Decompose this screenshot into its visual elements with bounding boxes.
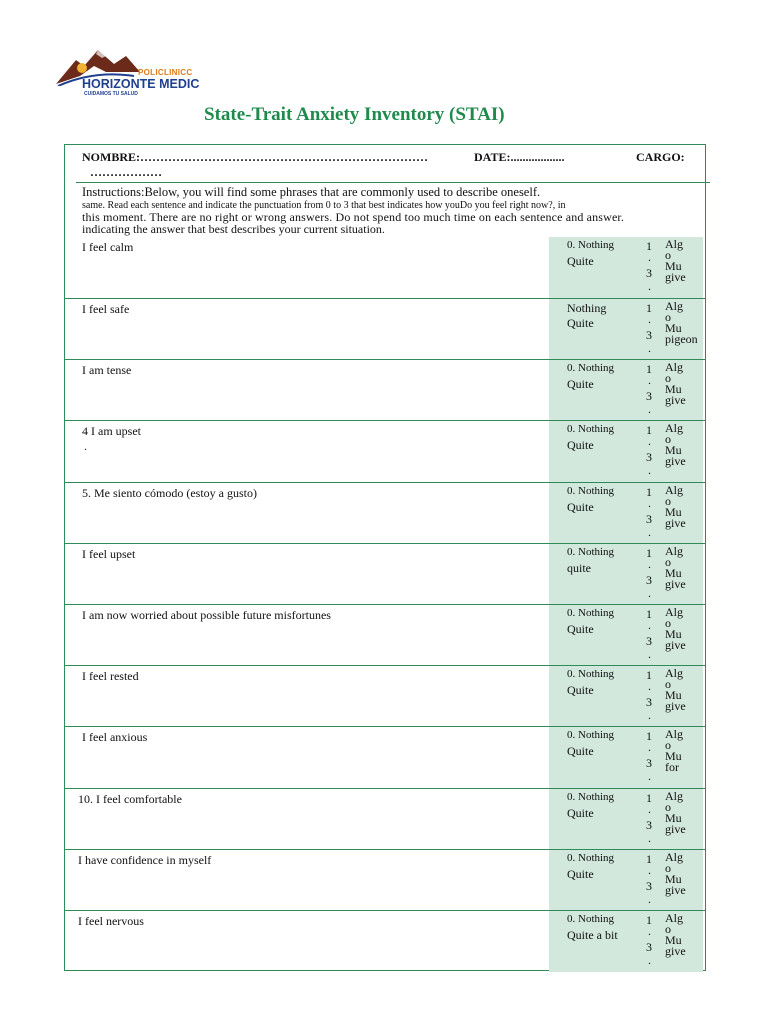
- option-a-lot[interactable]: Alg o Mu for: [665, 727, 683, 774]
- dot-mark: .: [648, 312, 651, 326]
- dot-mark: .: [648, 863, 651, 877]
- answer-scale[interactable]: [549, 483, 703, 544]
- dot-mark: .: [648, 586, 651, 600]
- answer-scale[interactable]: [549, 727, 703, 788]
- option-quite[interactable]: Quite: [567, 438, 594, 452]
- instructions-line-1: Instructions:Below, you will find some phrases that are commonly used to describe oneself.: [82, 185, 541, 199]
- instructions-line-3: this moment. There are no right or wrong answers. Do not spend too much time on each sentence and answer.: [82, 210, 625, 224]
- answer-scale[interactable]: [549, 789, 703, 850]
- option-nothing[interactable]: 0. Nothing: [567, 485, 615, 497]
- answer-scale[interactable]: [549, 421, 703, 482]
- item-text: I am tense: [82, 363, 132, 377]
- option-quite[interactable]: Quite: [567, 744, 594, 758]
- dot-mark: .: [648, 647, 651, 661]
- dot-mark: .: [648, 250, 651, 264]
- option-three[interactable]: 3: [646, 756, 652, 770]
- answer-scale[interactable]: [549, 299, 703, 360]
- option-a-lot[interactable]: Alg o Mu give: [665, 850, 686, 897]
- answer-scale[interactable]: [549, 605, 703, 666]
- option-one[interactable]: 1: [646, 791, 652, 805]
- list-item: [64, 604, 706, 666]
- option-a-lot[interactable]: Alg o Mu give: [665, 483, 686, 530]
- answer-scale[interactable]: [549, 911, 703, 972]
- dot-mark: .: [648, 924, 651, 938]
- dot-mark: .: [648, 463, 651, 477]
- stray-dot: .: [84, 439, 87, 453]
- option-one[interactable]: 1: [646, 729, 652, 743]
- item-text: I feel calm: [82, 240, 134, 254]
- option-three[interactable]: 3: [646, 879, 652, 893]
- item-text: I feel anxious: [82, 730, 148, 744]
- date-field[interactable]: DATE:..................: [474, 150, 565, 164]
- page-title: State-Trait Anxiety Inventory (STAI): [204, 104, 505, 125]
- option-one[interactable]: 1: [646, 546, 652, 560]
- cargo-label: CARGO:: [636, 150, 685, 164]
- option-one[interactable]: 1: [646, 239, 652, 253]
- dot-mark: .: [648, 708, 651, 722]
- option-three[interactable]: 3: [646, 634, 652, 648]
- option-a-lot[interactable]: Alg o Mu give: [665, 605, 686, 652]
- dot-mark: .: [648, 953, 651, 967]
- list-item: [64, 237, 706, 298]
- option-nothing[interactable]: 0. Nothing: [567, 852, 615, 864]
- option-one[interactable]: 1: [646, 485, 652, 499]
- list-item: [64, 788, 706, 850]
- dot-mark: .: [648, 679, 651, 693]
- option-nothing[interactable]: 0. Nothing: [567, 546, 615, 558]
- option-nothing[interactable]: Nothing: [567, 301, 607, 315]
- list-item: [64, 543, 706, 605]
- list-item: [64, 359, 706, 421]
- logo-small-text: POLICLINICC: [138, 68, 193, 77]
- option-a-lot[interactable]: Alg o Mu give: [665, 789, 686, 836]
- option-a-lot[interactable]: Alg o Mu give: [665, 421, 686, 468]
- answer-scale[interactable]: [549, 360, 703, 421]
- dot-mark: .: [648, 557, 651, 571]
- option-nothing[interactable]: 0. Nothing: [567, 913, 615, 925]
- item-text: 10. I feel comfortable: [78, 792, 182, 806]
- option-three[interactable]: 3: [646, 266, 652, 280]
- list-item: [64, 849, 706, 911]
- dot-mark: .: [648, 769, 651, 783]
- list-item: [64, 482, 706, 544]
- option-one[interactable]: 1: [646, 423, 652, 437]
- option-three[interactable]: 3: [646, 512, 652, 526]
- option-one[interactable]: 1: [646, 301, 652, 315]
- option-a-lot[interactable]: Alg o Mu give: [665, 360, 686, 407]
- item-text: I am now worried about possible future misfortunes: [82, 608, 331, 622]
- option-one[interactable]: 1: [646, 668, 652, 682]
- list-item: [64, 726, 706, 788]
- answer-scale[interactable]: [549, 544, 703, 605]
- dot-mark: .: [648, 802, 651, 816]
- option-quite[interactable]: Quite: [567, 316, 594, 330]
- cargo-field[interactable]: ………………: [90, 165, 162, 179]
- option-a-lot[interactable]: Alg o Mu pigeon: [665, 299, 698, 346]
- option-one[interactable]: 1: [646, 913, 652, 927]
- item-text: I feel safe: [82, 302, 130, 316]
- option-three[interactable]: 3: [646, 328, 652, 342]
- answer-scale[interactable]: [549, 237, 703, 298]
- item-text: 5. Me siento cómodo (estoy a gusto): [82, 486, 257, 500]
- option-three[interactable]: 3: [646, 940, 652, 954]
- option-nothing[interactable]: 0. Nothing: [567, 668, 615, 680]
- option-one[interactable]: 1: [646, 607, 652, 621]
- option-nothing[interactable]: 0. Nothing: [567, 239, 615, 251]
- item-text: I feel rested: [82, 669, 139, 683]
- list-item: [64, 665, 706, 727]
- dot-mark: .: [648, 740, 651, 754]
- option-quite[interactable]: Quite a bit: [567, 928, 618, 942]
- option-a-lot[interactable]: Alg o Mu give: [665, 666, 686, 713]
- option-three[interactable]: 3: [646, 573, 652, 587]
- answer-scale[interactable]: [549, 666, 703, 727]
- option-one[interactable]: 1: [646, 362, 652, 376]
- logo-tagline: CUIDAMOS TU SALUD: [84, 91, 138, 97]
- option-quite[interactable]: Quite: [567, 500, 594, 514]
- option-nothing[interactable]: 0. Nothing: [567, 791, 615, 803]
- item-text: I feel nervous: [78, 914, 144, 928]
- answer-scale[interactable]: [549, 850, 703, 911]
- option-quite[interactable]: Quite: [567, 377, 594, 391]
- dot-mark: .: [648, 496, 651, 510]
- option-a-lot[interactable]: Alg o Mu give: [665, 237, 686, 284]
- list-item: [64, 298, 706, 360]
- instructions-line-2: same. Read each sentence and indicate the punctuation from 0 to 3 that best indicates how youDo you feel right now?, in: [82, 200, 566, 211]
- dot-mark: .: [648, 525, 651, 539]
- option-nothing[interactable]: 0. Nothing: [567, 729, 615, 741]
- header-divider: [76, 182, 710, 183]
- clinic-logo: [54, 46, 200, 98]
- dot-mark: .: [648, 434, 651, 448]
- option-quite[interactable]: Quite: [567, 867, 594, 881]
- option-nothing[interactable]: 0. Nothing: [567, 362, 615, 374]
- option-a-lot[interactable]: Alg o Mu give: [665, 544, 686, 591]
- option-quite[interactable]: Quite: [567, 254, 594, 268]
- dot-mark: .: [648, 831, 651, 845]
- option-quite[interactable]: Quite: [567, 683, 594, 697]
- item-text: I have confidence in myself: [78, 853, 212, 867]
- option-three[interactable]: 3: [646, 695, 652, 709]
- dot-mark: .: [648, 373, 651, 387]
- instructions-line-4: indicating the answer that best describes your current situation.: [82, 222, 385, 236]
- option-quite[interactable]: Quite: [567, 806, 594, 820]
- option-nothing[interactable]: 0. Nothing: [567, 607, 615, 619]
- option-three[interactable]: 3: [646, 450, 652, 464]
- list-item: [64, 420, 706, 482]
- option-nothing[interactable]: 0. Nothing: [567, 423, 615, 435]
- option-quite[interactable]: Quite: [567, 622, 594, 636]
- option-a-lot[interactable]: Alg o Mu give: [665, 911, 686, 958]
- option-one[interactable]: 1: [646, 852, 652, 866]
- dot-mark: .: [648, 892, 651, 906]
- list-item: [64, 910, 706, 972]
- item-text: I feel upset: [82, 547, 136, 561]
- dot-mark: .: [648, 618, 651, 632]
- option-three[interactable]: 3: [646, 818, 652, 832]
- dot-mark: .: [648, 279, 651, 293]
- option-three[interactable]: 3: [646, 389, 652, 403]
- logo-main-text: HORIZONTE MEDIC: [82, 77, 200, 91]
- dot-mark: .: [648, 341, 651, 355]
- item-text: 4 I am upset: [82, 424, 141, 438]
- nombre-field[interactable]: NOMBRE:………………………………………………………………: [82, 150, 428, 164]
- dot-mark: .: [648, 402, 651, 416]
- option-quite[interactable]: quite: [567, 561, 591, 575]
